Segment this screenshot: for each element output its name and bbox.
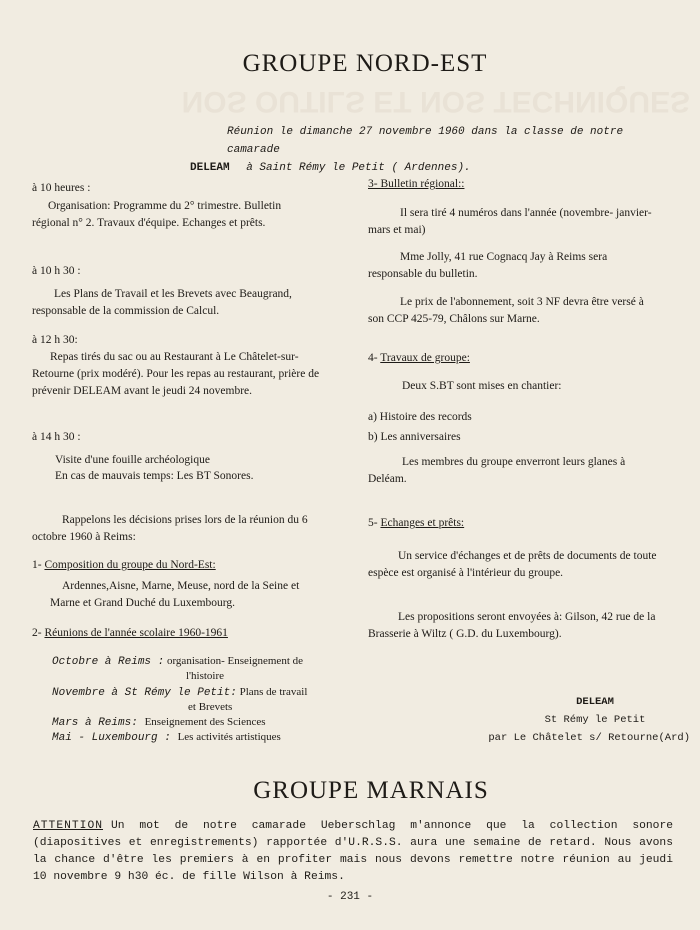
section-3-p1: Il sera tiré 4 numéros dans l'année (novembre- janvier-mars et mai) (368, 207, 652, 236)
section-2-title: Réunions de l'année scolaire 1960-1961 (44, 627, 228, 639)
meeting-location: à Saint Rémy le Petit ( Ardennes). (246, 162, 471, 174)
time-10h: à 10 heures : (32, 182, 91, 194)
time-14h30: à 14 h 30 : (32, 431, 81, 443)
section-4-heading (368, 350, 470, 367)
signature-place: St Rémy le Petit (544, 714, 646, 726)
section-3-p2: Mme Jolly, 41 rue Cognacq Jay à Reims sera responsable du bulletin. (368, 251, 608, 280)
attention-paragraph (33, 818, 673, 886)
section-5-heading (368, 515, 464, 532)
time-12h30: à 12 h 30: (32, 334, 78, 346)
schedule-row-2b: et Brevets (188, 701, 233, 713)
meeting-line-1: Réunion le dimanche 27 novembre 1960 dans la classe de notre camarade (227, 126, 624, 156)
schedule-key-3: Mars à Reims: (52, 717, 138, 729)
signature-address: par Le Châtelet s/ Retourne(Ard) (488, 732, 690, 744)
section-4-title: Travaux de groupe: (380, 352, 470, 364)
section-3-p3: Le prix de l'abonnement, soit 3 NF devra être versé à son CCP 425-79, Châlons sur Marne. (368, 296, 644, 325)
schedule-row-1b: l'histoire (186, 670, 225, 682)
schedule-key-4: Mai - Luxembourg : (52, 732, 171, 744)
section-3-title: 3- Bulletin régional:: (368, 178, 465, 190)
section-5-p1: Un service d'échanges et de prêts de documents de toute espèce est organisé à l'intérieur du groupe. (368, 550, 657, 579)
time-10h-text: Organisation: Programme du 2° trimestre. Bulletin régional n° 2. Travaux d'équipe. Echanges et prêts. (32, 200, 282, 229)
time-10h30-text: Les Plans de Travail et les Brevets avec Beaugrand, responsable de la commission de Calcul. (32, 288, 292, 317)
meeting-host-name: DELEAM (190, 162, 230, 174)
attention-label: ATTENTION (33, 820, 104, 832)
section-5-title: Echanges et prêts: (380, 517, 465, 529)
section-4-item-a: a) Histoire des records (368, 411, 472, 423)
schedule-val-4: Les activités artistiques (177, 731, 281, 743)
section-2-number: 2- (32, 627, 42, 639)
attention-text: Un mot de notre camarade Ueberschlag m'annonce que la collection sonore (diapositives et enregistrements) rapportée d'U.R.S.S. aura une semaine de retard. Nous avons la chance d'être les premiers à en profiter mais nous devons remettre notre réunion au jeudi 10 novembre 9 h30 éc. de fille Wilson à Reims. (33, 820, 673, 883)
schedule-val-2: Plans de travail (239, 686, 308, 698)
time-14h30-line-1: Visite d'une fouille archéologique (55, 454, 210, 466)
page-number: - 231 - (326, 891, 374, 903)
section-1-number: 1- (32, 559, 42, 571)
rappel-paragraph: Rappelons les décisions prises lors de la réunion du 6 octobre 1960 à Reims: (32, 514, 308, 543)
schedule-val-1: organisation- Enseignement de (166, 655, 304, 667)
schedule-key-1: Octobre à Reims : (52, 656, 165, 668)
bleed-through-text: NOS OUTILS ET NOS TECHNIQUES (181, 85, 690, 118)
signature-block (440, 693, 690, 747)
section-4-p1: Deux S.BT sont mises en chantier: (402, 380, 562, 392)
title-groupe-marnais: GROUPE MARNAIS (253, 777, 489, 804)
section-5-number: 5- (368, 517, 378, 529)
title-groupe-nord-est: GROUPE NORD-EST (242, 50, 488, 77)
time-10h30: à 10 h 30 : (32, 265, 81, 277)
schedule-key-2: Novembre à St Rémy le Petit: (52, 687, 237, 699)
signature-name: DELEAM (576, 696, 614, 708)
section-4-p2: Les membres du groupe enverront leurs glanes à Deléam. (368, 456, 626, 485)
time-14h30-line-2: En cas de mauvais temps: Les BT Sonores. (55, 470, 254, 482)
section-4-item-b: b) Les anniversaires (368, 431, 461, 443)
section-4-number: 4- (368, 352, 378, 364)
section-1-text: Ardennes,Aisne, Marne, Meuse, nord de la Seine et Marne et Grand Duché du Luxembourg. (50, 580, 300, 609)
section-1-title: Composition du groupe du Nord-Est: (44, 559, 216, 571)
section-5-p2: Les propositions seront envoyées à: Gilson, 42 rue de la Brasserie à Wiltz ( G.D. du Luxembourg). (368, 611, 656, 640)
time-12h30-text: Repas tirés du sac ou au Restaurant à Le Châtelet-sur-Retourne (prix modéré). Pour les repas au restaurant, prière de prévenir DELEAM avant le jeudi 24 novembre. (32, 351, 320, 397)
schedule-val-3: Enseignement des Sciences (144, 716, 266, 728)
